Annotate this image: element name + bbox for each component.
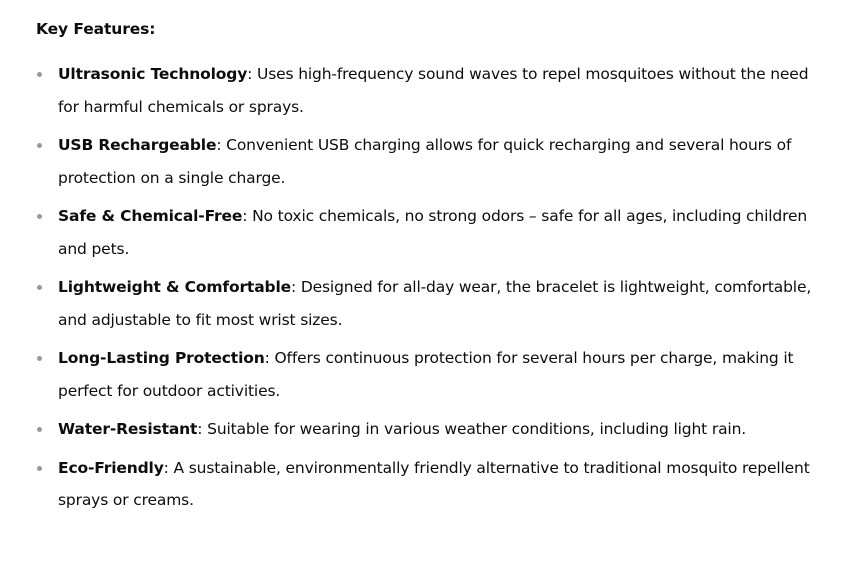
bullet-icon (37, 356, 42, 361)
bullet-icon (37, 285, 42, 290)
feature-description: : Uses high-frequency sound waves to repel mosquitoes without the need for harmful chemicals or sprays. (58, 65, 809, 116)
feature-name: Safe & Chemical-Free (58, 207, 243, 225)
bullet-icon (37, 427, 42, 432)
feature-item-eco-friendly (36, 452, 828, 517)
feature-name: Lightweight & Comfortable (58, 278, 291, 296)
bullet-icon (37, 466, 42, 471)
feature-item-safe-chemical-free (36, 200, 828, 265)
feature-description: : Convenient USB charging allows for quick recharging and several hours of protection on a single charge. (58, 136, 792, 187)
feature-description: : Offers continuous protection for several hours per charge, making it perfect for outdoor activities. (58, 349, 794, 400)
feature-item-long-lasting-protection (36, 342, 828, 407)
feature-name: USB Rechargeable (58, 136, 217, 154)
bullet-icon (37, 143, 42, 148)
feature-description: : Designed for all-day wear, the bracelet is lightweight, comfortable, and adjustable to fit most wrist sizes. (58, 278, 812, 329)
bullet-icon (37, 214, 42, 219)
feature-item-water-resistant (36, 413, 828, 446)
feature-item-ultrasonic-technology (36, 58, 828, 123)
feature-name: Long-Lasting Protection (58, 349, 265, 367)
bullet-icon (37, 72, 42, 77)
feature-description: : No toxic chemicals, no strong odors – safe for all ages, including children and pets. (58, 207, 808, 258)
feature-item-usb-rechargeable (36, 129, 828, 194)
feature-name: Water-Resistant (58, 420, 198, 438)
key-features-heading: Key Features: (36, 20, 156, 38)
feature-name: Eco-Friendly (58, 458, 164, 477)
feature-item-lightweight-comfortable (36, 271, 828, 336)
feature-name: Ultrasonic Technology (58, 65, 248, 83)
feature-description: : A sustainable, environmentally friendly alternative to traditional mosquito repellent sprays or creams. (58, 458, 810, 509)
feature-list (36, 58, 826, 517)
feature-description: : Suitable for wearing in various weather conditions, including light rain. (197, 420, 747, 438)
